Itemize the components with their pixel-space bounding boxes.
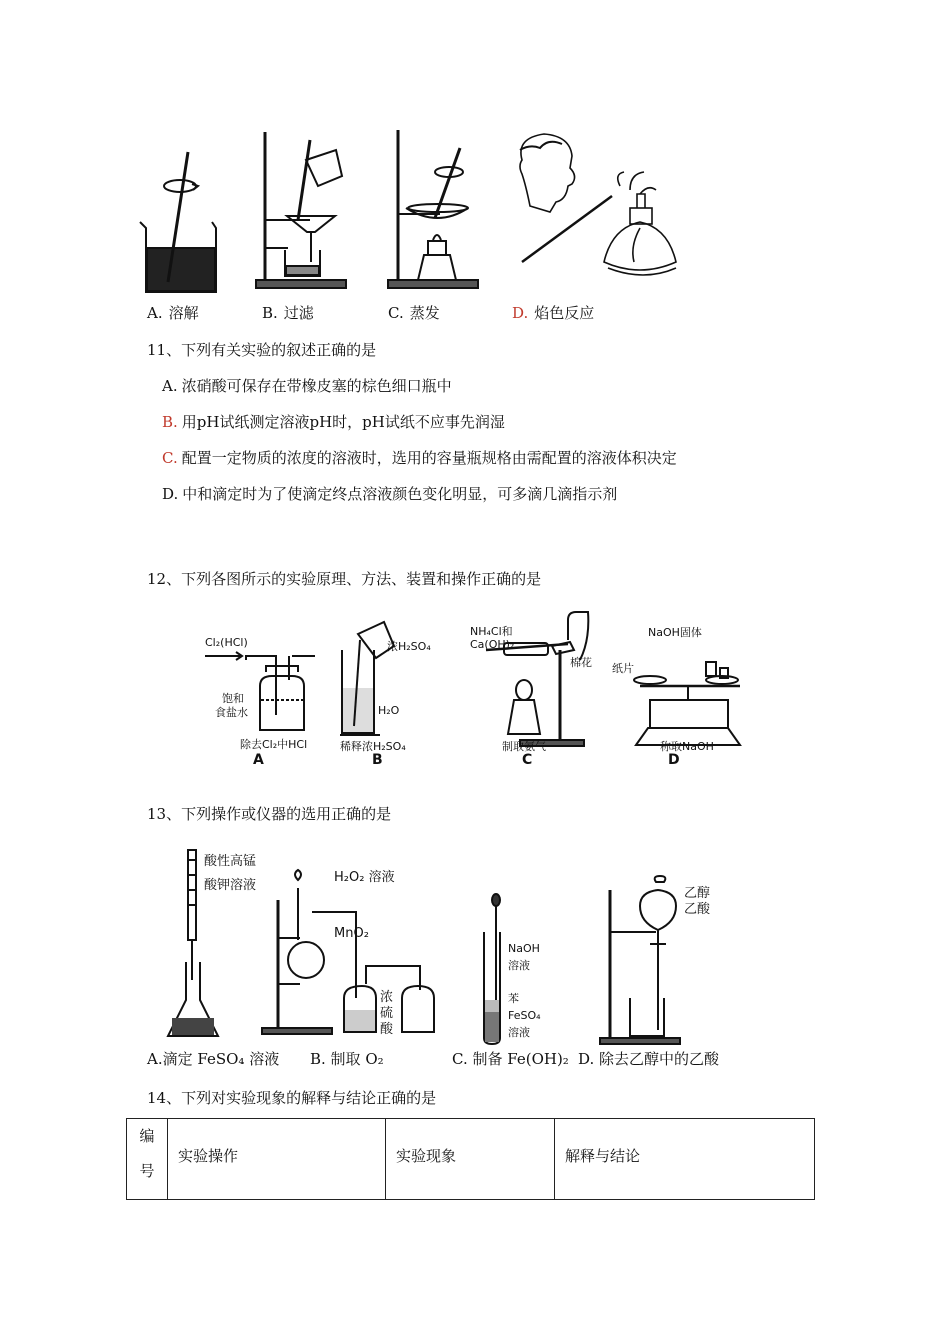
fig-c-cotton-label: 棉花	[570, 656, 592, 669]
option-text: 浓硝酸可保存在带橡皮塞的棕色细口瓶中	[181, 377, 452, 395]
header-cell-operation	[168, 1119, 386, 1200]
option-letter: D.	[162, 485, 179, 503]
header-cell-phenomenon	[386, 1119, 555, 1200]
fig-a-caption: 除去Cl₂中HCl	[240, 738, 308, 751]
fig-b-caption: 稀释浓H₂SO₄	[340, 740, 406, 753]
option-text: 用pH试纸测定溶液pH时，pH试纸不应事先润湿	[181, 413, 505, 431]
option-text: 中和滴定时为了使滴定终点溶液颜色变化明显，可多滴几滴指示剂	[182, 485, 618, 503]
fig13-d-caption: D. 除去乙醇中的乙酸	[578, 1050, 720, 1068]
q13-stem: 13、下列操作或仪器的选用正确的是	[147, 805, 392, 823]
header-conclusion-text: 解释与结论	[565, 1147, 641, 1165]
option-text: 溶解	[168, 304, 199, 322]
fig-a-letter: A	[253, 752, 264, 768]
fig13-a-caption: A.滴定 FeSO₄ 溶液	[147, 1050, 280, 1068]
option-text: 过滤	[283, 304, 314, 322]
header-number-1: 编	[139, 1127, 155, 1145]
fig13-c-naoh-2: 溶液	[508, 959, 530, 972]
fig-d-paper-label: 纸片	[612, 662, 634, 675]
fig-b-water-label: H₂O	[378, 704, 400, 717]
fig13-b-acid-3: 酸	[380, 1022, 394, 1037]
fig13-c-feso4-2: 溶液	[508, 1026, 530, 1039]
option-letter: C.	[162, 449, 178, 467]
header-cell-number	[127, 1119, 168, 1200]
header-operation-text: 实验操作	[178, 1147, 239, 1165]
fig13-b-caption: B. 制取 O₂	[310, 1050, 384, 1068]
fig-a-liquid-label-2: 食盐水	[215, 706, 248, 719]
fig13-a-reagent-1: 酸性高锰	[204, 854, 257, 869]
q12-stem: 12、下列各图所示的实验原理、方法、装置和操作正确的是	[147, 570, 542, 588]
fig13-b-acid-2: 硫	[380, 1006, 394, 1021]
fig13-d-reagent-1: 乙醇	[684, 886, 711, 901]
fig13-b-reagent: H₂O₂ 溶液	[334, 870, 395, 885]
fig-c-caption: 制取氨气	[502, 740, 546, 753]
fig-c-reagent-label-2: Ca(OH)₂	[470, 638, 515, 651]
fig13-b-catalyst: MnO₂	[334, 926, 369, 941]
fig13-c-naoh-1: NaOH	[508, 942, 540, 955]
q11-stem: 11、下列有关实验的叙述正确的是	[147, 341, 377, 359]
fig-b-letter: B	[372, 752, 383, 768]
option-text: 蒸发	[409, 304, 440, 322]
fig13-c-benzene: 苯	[508, 992, 519, 1005]
q14-table	[126, 1118, 815, 1200]
option-text: 焰色反应	[534, 304, 595, 322]
fig-c-letter: C	[522, 752, 533, 768]
fig-d-solid-label: NaOH固体	[648, 626, 702, 639]
fig-d-letter: D	[668, 752, 680, 768]
option-letter: C.	[388, 304, 404, 322]
fig-d-caption: 称取NaOH	[660, 740, 714, 753]
fig13-c-caption: C. 制备 Fe(OH)₂	[452, 1050, 569, 1068]
option-letter: A.	[162, 377, 178, 395]
option-letter: B.	[162, 413, 178, 431]
option-letter: B.	[262, 304, 278, 322]
option-letter: D.	[512, 304, 529, 322]
fig13-c-feso4-1: FeSO₄	[508, 1009, 541, 1022]
header-phenomenon-text: 实验现象	[396, 1147, 457, 1165]
table-header-row	[127, 1119, 815, 1200]
option-letter: A.	[147, 304, 163, 322]
fig-c-reagent-label-1: NH₄Cl和	[470, 625, 513, 638]
q14-stem: 14、下列对实验现象的解释与结论正确的是	[147, 1089, 437, 1107]
option-text: 配置一定物质的浓度的溶液时，选用的容量瓶规格由需配置的溶液体积决定	[181, 449, 677, 467]
fig-a-gas-label: Cl₂(HCl)	[205, 636, 248, 649]
header-number-2: 号	[139, 1162, 155, 1180]
fig-a-liquid-label-1: 饱和	[222, 692, 244, 705]
fig13-b-acid-1: 浓	[380, 990, 394, 1005]
fig13-d-reagent-2: 乙酸	[684, 902, 711, 917]
fig13-a-reagent-2: 酸钾溶液	[204, 878, 257, 893]
fig-b-reagent-label: 浓H₂SO₄	[387, 640, 431, 653]
header-cell-conclusion	[555, 1119, 815, 1200]
